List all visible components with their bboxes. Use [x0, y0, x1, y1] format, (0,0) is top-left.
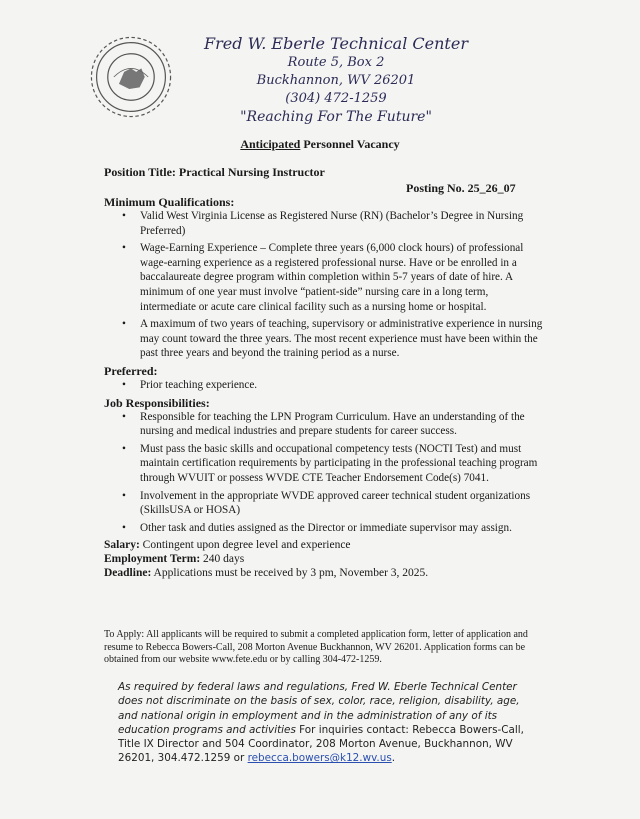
motto: "Reaching For The Future": [240, 109, 432, 125]
posting-number: Posting No. 25_26_07: [406, 181, 516, 195]
salary-label: Salary:: [104, 539, 140, 552]
document-heading: [0, 137, 640, 152]
min-qualifications-heading: Minimum Qualifications:: [104, 195, 235, 209]
contact-email-link[interactable]: rebecca.bowers@k12.wv.us: [247, 752, 392, 765]
min-qualifications-list: [104, 209, 544, 361]
deadline-value: Applications must be received by 3 pm, November 3, 2025.: [151, 567, 429, 580]
employment-term-line: [104, 552, 544, 566]
deadline-label: Deadline:: [104, 567, 152, 580]
preferred-list: [104, 378, 544, 393]
eeo-end: .: [391, 752, 396, 765]
list-item: • Responsible for teaching the LPN Program Curriculum. Have an understanding of the nursing and medical industries and prepare students for career success.: [104, 410, 544, 439]
letterhead: [196, 34, 476, 127]
list-item: • Valid West Virginia License as Registered Nurse (RN) (Bachelor’s Degree in Nursing Preferred): [104, 209, 544, 238]
list-item: • Involvement in the appropriate WVDE approved career technical student organizations (SkillsUSA or HOSA): [104, 489, 544, 518]
address-line-1: Route 5, Box 2: [287, 55, 385, 70]
salary-value: Contingent upon degree level and experience: [139, 539, 351, 552]
eeo-contact-text: For inquiries contact: Rebecca Bowers-Call, Title IX Director and 504 Coordinator, 208 Morton Avenue, Buckhannon, WV 26201, 304.472.1259 or: [118, 723, 524, 765]
deadline-line: [104, 566, 544, 580]
term-label: Employment Term:: [104, 553, 201, 566]
list-item: • Prior teaching experience.: [104, 378, 544, 393]
nondiscrimination-statement: [118, 680, 538, 766]
address-line-2: Buckhannon, WV 26201: [256, 73, 416, 88]
list-item: • Must pass the basic skills and occupational competency tests (NOCTI Test) and must maintain certification requirements by participating in the professional teaching program through WVUIT or possess WVDE CTE Teacher Endorsement Code(s) 7041.: [104, 442, 544, 486]
job-responsibilities-heading: Job Responsibilities:: [104, 395, 210, 410]
job-responsibilities-list: [104, 410, 544, 536]
phone-number: (304) 472-1259: [285, 91, 387, 106]
salary-line: [104, 538, 544, 552]
document-body: [104, 195, 544, 580]
eeo-italic-text: As required by federal laws and regulations, Fred W. Eberle Technical Center does not discriminate on the basis of sex, color, race, religion, disability, age, and national origin in employment and in the administration of any of its education programs and activities: [118, 681, 520, 736]
heading-rest: Personnel Vacancy: [300, 137, 400, 151]
list-item: • A maximum of two years of teaching, supervisory or administrative experience in nursing may count toward the three years. The most recent experience must have been within the past three years and beyond the training period as a nurse.: [104, 317, 544, 361]
list-item: • Wage-Earning Experience – Complete three years (6,000 clock hours) of professional wage-earning experience as a registered professional nurse. Have or be enrolled in a baccalaureate degree program within completion within 5-7 years of date of hire. A minimum of one year must involve “patient-side” nursing care in a long term, intermediate or acute care clinical facility such as a nursing home or hospital.: [104, 241, 544, 314]
term-value: 240 days: [200, 553, 245, 566]
school-seal-logo: [88, 34, 174, 120]
position-title: Position Title: Practical Nursing Instructor: [104, 165, 325, 179]
center-name: Fred W. Eberle Technical Center: [204, 34, 468, 53]
heading-underlined: Anticipated: [240, 137, 301, 151]
list-item: • Other task and duties assigned as the Director or immediate supervisor may assign.: [104, 521, 544, 536]
preferred-heading: Preferred:: [104, 363, 158, 378]
to-apply-paragraph: To Apply: All applicants will be required to submit a completed application form, letter of application and resume to Rebecca Bowers-Call, 208 Morton Avenue Buckhannon, WV 26201. Application forms can be obtained from our website www.fete.edu or by calling 304-472-1259.: [104, 629, 528, 665]
